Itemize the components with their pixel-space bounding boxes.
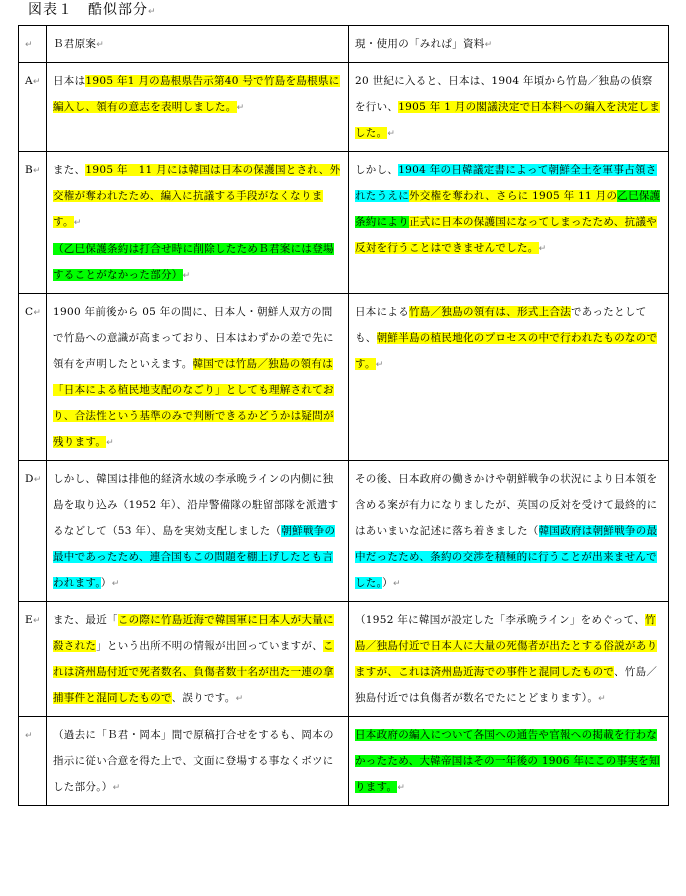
text-segment: 正式に日本の保護国になってしまったため、抗議や反対を行うことはできませんでした。 xyxy=(355,216,657,254)
return-mark: ↵ xyxy=(182,271,191,281)
text-segment: 朝鮮戦争の最中であったため、連合国もこの問題を棚上げしたとも言われます。 xyxy=(53,525,336,589)
text-segment: 20 世紀に入ると、日本は、1904 年頃から竹島／独島の偵察を行い、 xyxy=(355,75,653,113)
header-label-cell xyxy=(19,26,47,63)
text-segment: この際に竹島近海で韓国軍に日本人が大量に殺された xyxy=(53,614,334,652)
row-label xyxy=(19,152,47,294)
text-segment: 乙巳保護条約により xyxy=(355,190,661,228)
text-segment: 」という出所不明の情報が出回っていますが、 xyxy=(96,640,324,652)
text-segment: であったとしても、 xyxy=(355,306,647,344)
return-mark: ↵ xyxy=(235,694,244,704)
row-label xyxy=(19,461,47,602)
text-segment: 1905 年 11 月には韓国は日本の保護国とされ、外交権が奪われたため、編入に抗議する手段がなくなります。 xyxy=(53,164,341,228)
original-draft-cell xyxy=(47,294,349,461)
text-segment: （過去に「Ｂ君・岡本」間で原稿打合せをするも、岡本の指示に従い合意を得た上で、文面に登場する事なくボツにした部分。） xyxy=(53,729,334,793)
return-mark: ↵ xyxy=(375,360,384,370)
header-col1-text: Ｂ君原案 xyxy=(53,38,97,50)
return-mark: ↵ xyxy=(73,218,82,228)
table-row xyxy=(19,152,669,294)
row-label-text: A xyxy=(25,75,33,87)
text-segment: 日本政府の編入について各国への通告や官報への掲載を行わなかったため、大韓帝国はその一年後の 1906 年にこの事実を知ります。 xyxy=(355,729,660,793)
text-segment: 1905 年 1 月の閣議決定で日本料への編入を決定しました。 xyxy=(355,101,661,139)
mirepa-material-cell xyxy=(349,294,669,461)
text-segment: 合法性という基準のみで判断できるかどうかは疑問が残ります。 xyxy=(53,410,334,448)
return-mark: ↵ xyxy=(33,475,42,485)
return-mark: ↵ xyxy=(111,579,120,589)
return-mark: ↵ xyxy=(387,129,396,139)
text-segment: 竹島／独島付近で日本人に大量の死傷者が出たとする俗説がありますが、これは済州島近海での事件と混同したもので xyxy=(355,614,658,678)
header-col1 xyxy=(47,26,349,63)
table-row xyxy=(19,461,669,602)
row-label-text: C xyxy=(25,306,34,318)
return-mark: ↵ xyxy=(236,103,245,113)
return-mark: ↵ xyxy=(32,616,41,626)
mirepa-material-cell xyxy=(349,63,669,152)
text-segment: 外交権を奪われ、さらに 1905 年 11 月の xyxy=(409,190,618,202)
mirepa-material-cell xyxy=(349,461,669,602)
row-label xyxy=(19,294,47,461)
return-mark: ↵ xyxy=(33,166,41,176)
return-mark: ↵ xyxy=(106,438,115,448)
original-draft-cell xyxy=(47,461,349,602)
row-label-text: E xyxy=(25,614,33,626)
table-row xyxy=(19,63,669,152)
row-label xyxy=(19,717,47,806)
return-mark: ↵ xyxy=(598,694,606,704)
text-segment: 日本による xyxy=(355,306,409,318)
text-segment: 日本は xyxy=(53,75,86,87)
text-segment: 韓国では竹島／独島の領有は「日本による植民地支配のなごり」としても理解されており、 xyxy=(53,358,334,422)
row-label xyxy=(19,602,47,717)
original-draft-cell xyxy=(47,63,349,152)
return-mark: ↵ xyxy=(538,244,547,254)
original-draft-cell xyxy=(47,152,349,294)
header-col2 xyxy=(349,26,669,63)
return-mark: ↵ xyxy=(148,7,157,17)
return-mark: ↵ xyxy=(96,40,105,50)
figure-title xyxy=(28,1,157,21)
header-col2-text: 現・使用の「みれぱ」資料 xyxy=(355,38,485,50)
return-mark: ↵ xyxy=(33,308,42,318)
text-segment: 、誤りです。 xyxy=(171,692,236,704)
table-row xyxy=(19,717,669,806)
row-label-text: B xyxy=(25,164,34,176)
text-segment: その後、日本政府の働きかけや朝鮮戦争の状況により日本領を含める案が有力になりましたが、英国の反対を受けて最終的にはあいまいな記述に落ち着きました（ xyxy=(355,473,658,537)
mirepa-material-cell xyxy=(349,152,669,294)
return-mark: ↵ xyxy=(392,579,401,589)
text-segment: 1904 年の日韓議定書によって朝鮮全土を軍事占領されたうえに xyxy=(355,164,657,202)
row-label xyxy=(19,63,47,152)
header-row xyxy=(19,26,669,63)
original-draft-cell xyxy=(47,717,349,806)
return-mark: ↵ xyxy=(112,783,121,793)
text-segment: これは済州島付近で死者数名、負傷者数十名が出た一連の拿捕事件と混同したもので xyxy=(53,640,334,704)
mirepa-material-cell xyxy=(349,717,669,806)
text-segment: （乙巳保護条約は打合せ時に削除したためＢ君案には登場することがなかった部分） xyxy=(53,243,334,281)
mirepa-material-cell xyxy=(349,602,669,717)
table-row xyxy=(19,294,669,461)
text-segment: 竹島／独島の領有は、形式上合法 xyxy=(409,306,571,318)
return-mark: ↵ xyxy=(397,783,406,793)
row-label-text: D xyxy=(25,473,34,485)
figure-title-text: 図表１ 酷似部分 xyxy=(28,2,148,18)
return-mark: ↵ xyxy=(25,731,33,741)
text-segment: また、 xyxy=(53,164,86,176)
text-segment: しかし、 xyxy=(355,164,399,176)
return-mark: ↵ xyxy=(32,77,41,87)
text-segment: また、最近「 xyxy=(53,614,118,626)
text-segment: 朝鮮半島の植民地化のプロセスの中で行われたものなのです。 xyxy=(355,332,658,370)
text-segment: 韓国政府は朝鮮戦争の最中だったため、条約の交渉を積極的に行うことが出来ませんでした。 xyxy=(355,525,658,589)
original-draft-cell xyxy=(47,602,349,717)
text-segment: 、竹島／独島付近では負傷者が数名でたにとどまります）。 xyxy=(355,666,658,704)
text-segment: ） xyxy=(382,577,393,589)
comparison-table xyxy=(18,25,669,806)
text-segment: しかし、韓国は排他的経済水域の李承晩ラインの内側に独島を取り込み（1952 年）、沿岸警備隊の駐留部隊を派遣するなどして（53 年）、島を実効支配しました（ xyxy=(53,473,339,537)
text-segment: 1905 年1 月の島根県告示第40 号で竹島を島根県に編入し、領有の意志を表明しました。 xyxy=(53,75,340,113)
text-segment: ） xyxy=(100,577,112,589)
return-mark: ↵ xyxy=(25,40,33,50)
draft-note xyxy=(53,236,342,289)
return-mark: ↵ xyxy=(484,40,493,50)
text-segment: （1952 年に韓国が設定した「李承晩ライン」をめぐって、 xyxy=(355,614,646,626)
text-segment: 1900 年前後から 05 年の間に、日本人・朝鮮人双方の間で竹島への意識が高まっており、日本はわずかの差で先に領有を声明したといえます。 xyxy=(53,306,334,370)
table-row xyxy=(19,602,669,717)
